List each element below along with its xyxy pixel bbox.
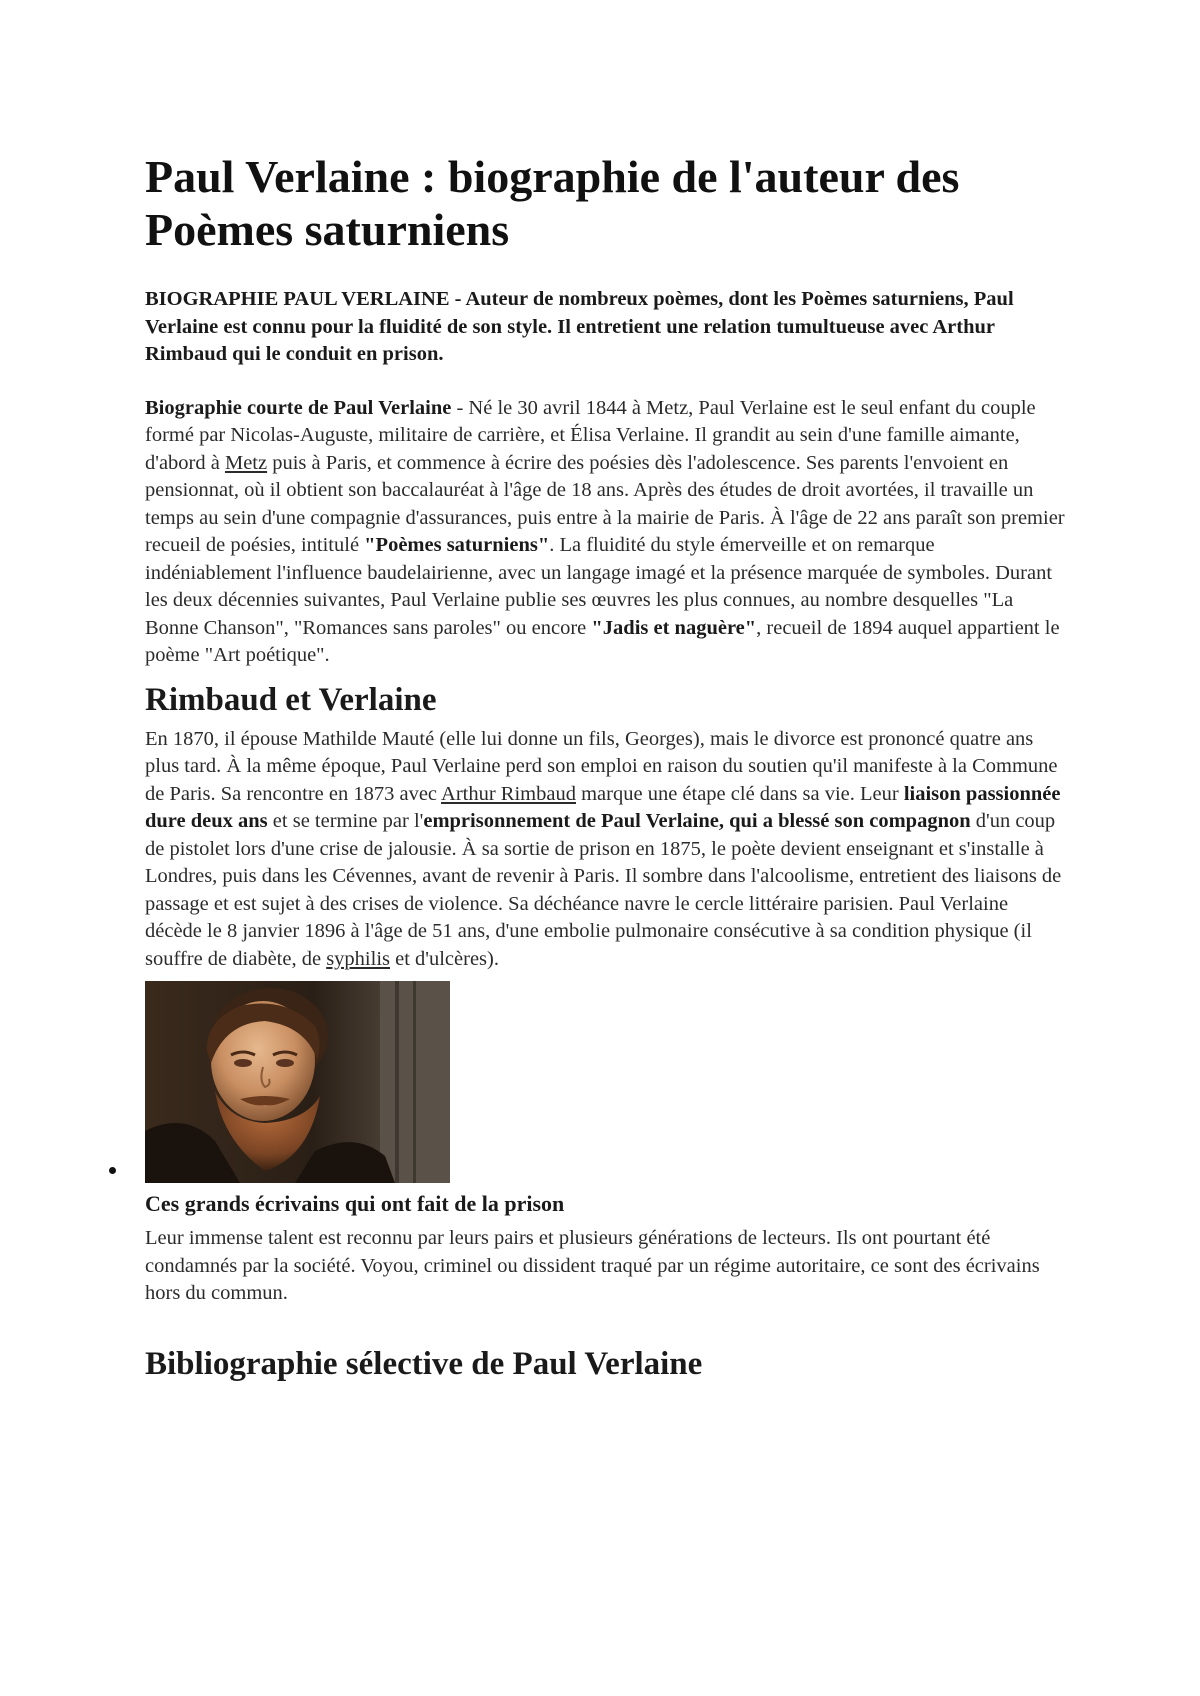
- rimbaud-text-4: d'un coup de pistolet lors d'une crise de jalousie. À sa sortie de prison en 1875, le poète devient enseignant et s'installe à Londres, puis dans les Cévennes, avant de revenir à Paris. Il sombre dans l'alcoolisme, entretient des liaisons de passage et est sujet à des crises de violence. Sa déchéance navre le cercle littéraire parisien. Paul Verlaine décède le 8 janvier 1896 à l'âge de 51 ans, d'une embolie pulmonaire consécutive à sa condition physique (il souffre de diabète, de: [145, 810, 1062, 970]
- rimbaud-text-5: et d'ulcères).: [390, 947, 499, 970]
- bio-text-3: . La fluidité du style émerveille et on remarque indéniablement l'influence baudelairienne, avec un langage imagé et la présence marquée de symboles. Durant les deux décennies suivantes, Paul Verlaine publie ses œuvres les plus connues, au nombre desquelles "La Bonne Chanson", "Romances sans paroles" ou encore: [145, 534, 1053, 639]
- rimbaud-text-2: marque une étape clé dans sa vie. Leur: [575, 782, 904, 805]
- bio-paragraph: [145, 395, 1065, 670]
- metz-link[interactable]: Metz: [224, 451, 268, 474]
- bio-text-2: puis à Paris, et commence à écrire des poésies dès l'adolescence. Ses parents l'envoient en pensionnat, où il obtient son baccalauréat à l'âge de 18 ans. Après des études de droit avortées, il travaille un temps au sein d'une compagnie d'assurances, puis entre à la mairie de Paris. À l'âge de 22 ans paraît son premier recueil de poésies, intitulé: [145, 451, 1065, 556]
- bio-label: Biographie courte de Paul Verlaine: [145, 396, 452, 419]
- article: [145, 150, 1065, 1390]
- bullet-icon: [109, 1167, 116, 1174]
- bio-text-1: - Né le 30 avril 1844 à Metz, Paul Verlaine est le seul enfant du couple formé par Nicolas-Auguste, militaire de carrière, et Élisa Verlaine. Il grandit au sein d'une famille aimante, d'abord à: [145, 396, 1036, 474]
- rimbaud-text-1: En 1870, il épouse Mathilde Mauté (elle lui donne un fils, Georges), mais le divorce est prononcé quatre ans plus tard. À la même époque, Paul Verlaine perd son emploi en raison du soutien qu'il manifeste à la Commune de Paris. Sa rencontre en 1873 avec: [145, 727, 1058, 805]
- rimbaud-paragraph: [145, 726, 1065, 974]
- writer-portrait-image[interactable]: [145, 981, 450, 1183]
- related-article-card[interactable]: [145, 981, 1065, 1308]
- article-lead: BIOGRAPHIE PAUL VERLAINE - Auteur de nombreux poèmes, dont les Poèmes saturniens, Paul Verlaine est connu pour la fluidité de son style. Il entretient une relation tumultueuse avec Arthur Rimbaud qui le conduit en prison.: [145, 288, 1014, 365]
- bio-text-4: , recueil de 1894 auquel appartient le poème "Art poétique".: [145, 616, 1060, 666]
- related-article-text: Leur immense talent est reconnu par leurs pairs et plusieurs générations de lecteurs. Ils ont pourtant été condamnés par la société. Voyou, criminel ou dissident traqué par un régime autoritaire, ce sont des écrivains hors du commun.: [145, 1227, 1040, 1304]
- page-title: Paul Verlaine : biographie de l'auteur des Poèmes saturniens: [145, 151, 960, 255]
- rimbaud-text-3: et se termine par l': [267, 810, 424, 832]
- section-title-rimbaud: Rimbaud et Verlaine: [145, 681, 437, 718]
- jadis-et-naguere-bold: "Jadis et naguère": [591, 616, 757, 639]
- liaison-bold: liaison passionnée dure deux ans: [145, 782, 1061, 832]
- syphilis-link[interactable]: syphilis: [326, 947, 390, 970]
- emprisonnement-bold: emprisonnement de Paul Verlaine, qui a blessé son compagnon: [423, 810, 971, 832]
- section-title-bibliographie: Bibliographie sélective de Paul Verlaine: [145, 1345, 703, 1382]
- related-article-title[interactable]: Ces grands écrivains qui ont fait de la prison: [145, 1191, 565, 1216]
- arthur-rimbaud-link[interactable]: Arthur Rimbaud: [441, 782, 576, 805]
- poemes-saturniens-bold: "Poèmes saturniens": [364, 534, 550, 556]
